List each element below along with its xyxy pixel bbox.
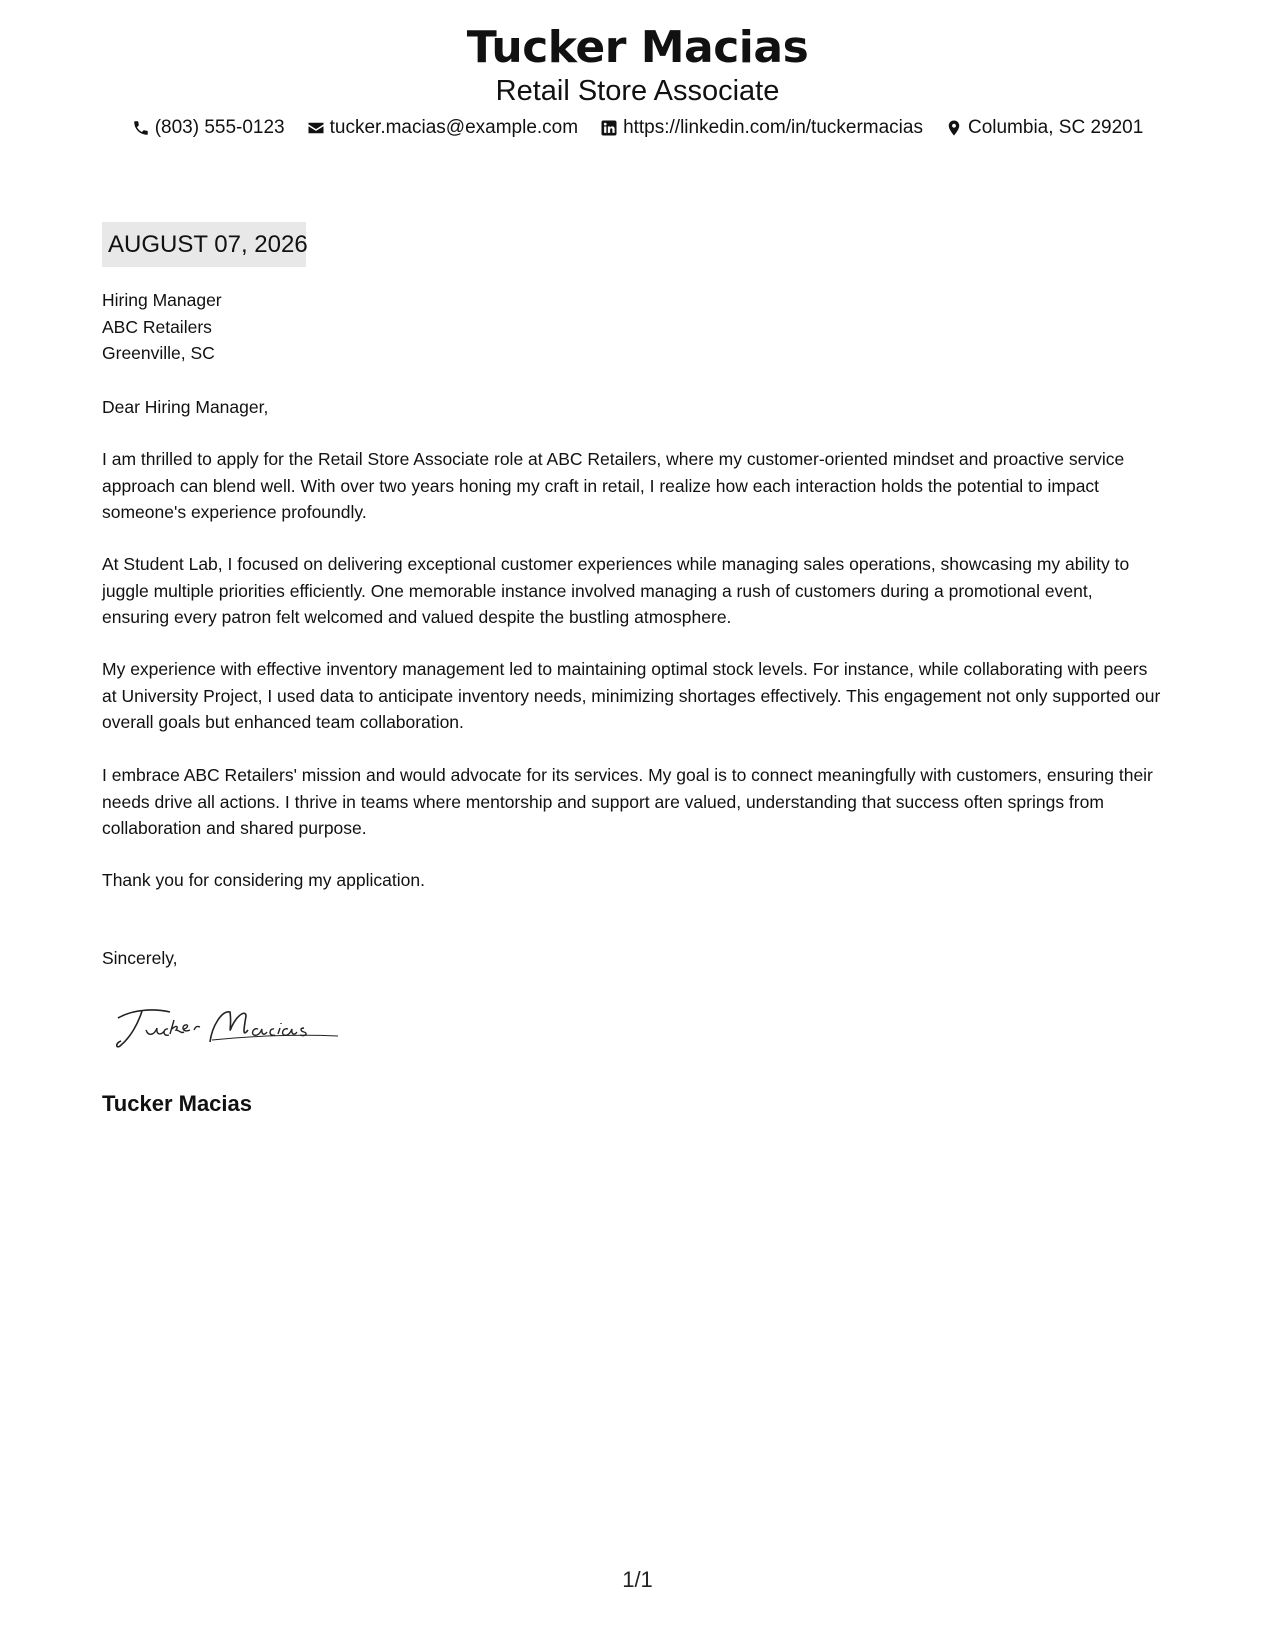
- contact-linkedin[interactable]: [600, 116, 923, 140]
- contact-bar: [0, 116, 1275, 140]
- recipient-block: [102, 287, 1162, 367]
- recipient-line: Hiring Manager: [102, 290, 222, 310]
- signer-name: Tucker Macias: [102, 1091, 253, 1116]
- page-number: 1/1: [622, 1567, 653, 1592]
- envelope-icon: [307, 119, 325, 137]
- contact-location: [945, 116, 1143, 140]
- recipient-line: Greenville, SC: [102, 343, 215, 363]
- phone-text: (803) 555-0123: [154, 117, 285, 138]
- linkedin-text[interactable]: https://linkedin.com/in/tuckermacias: [623, 117, 923, 138]
- body-paragraph: I embrace ABC Retailers' mission and would advocate for its services. My goal is to connect meaningfully with customers, ensuring their needs drive all actions. I thrive in teams where mentorship and support are valued, understanding that success often springs from collaboration and shared purpose.: [102, 765, 1153, 838]
- contact-email[interactable]: [307, 116, 578, 140]
- linkedin-icon: [600, 119, 618, 137]
- letter-header: [0, 20, 1275, 140]
- map-pin-icon: [945, 119, 963, 137]
- applicant-title: Retail Store Associate: [495, 75, 780, 107]
- email-text[interactable]: tucker.macias@example.com: [329, 117, 579, 138]
- contact-phone: [132, 116, 285, 140]
- thank-you-line: Thank you for considering my application.: [102, 870, 425, 890]
- salutation: Dear Hiring Manager,: [102, 397, 269, 417]
- phone-icon: [132, 119, 150, 137]
- body-paragraph: At Student Lab, I focused on delivering exceptional customer experiences while managing sales operations, showcasing my ability to juggle multiple priorities efficiently. One memorable instance involved managing a rush of customers during a promotional event, ensuring every patron felt welcomed and valued despite the bustling atmosphere.: [102, 554, 1130, 627]
- applicant-name: Tucker Macias: [466, 22, 809, 73]
- location-text: Columbia, SC 29201: [967, 117, 1144, 138]
- body-paragraph: I am thrilled to apply for the Retail Store Associate role at ABC Retailers, where my customer-oriented mindset and proactive service approach can blend well. With over two years honing my craft in retail, I realize how each interaction holds the potential to impact someone's experience profoundly.: [102, 449, 1125, 522]
- letter-date: AUGUST 07, 2026: [108, 231, 308, 258]
- body-paragraph: My experience with effective inventory management led to maintaining optimal stock levels. For instance, while collaborating with peers at University Project, I used data to anticipate inventory needs, minimizing shortages effectively. This engagement not only supported our overall goals but enhanced team collaboration.: [102, 659, 1161, 732]
- recipient-line: ABC Retailers: [102, 316, 212, 337]
- closing: Sincerely,: [102, 948, 178, 968]
- signature-image: [112, 996, 352, 1056]
